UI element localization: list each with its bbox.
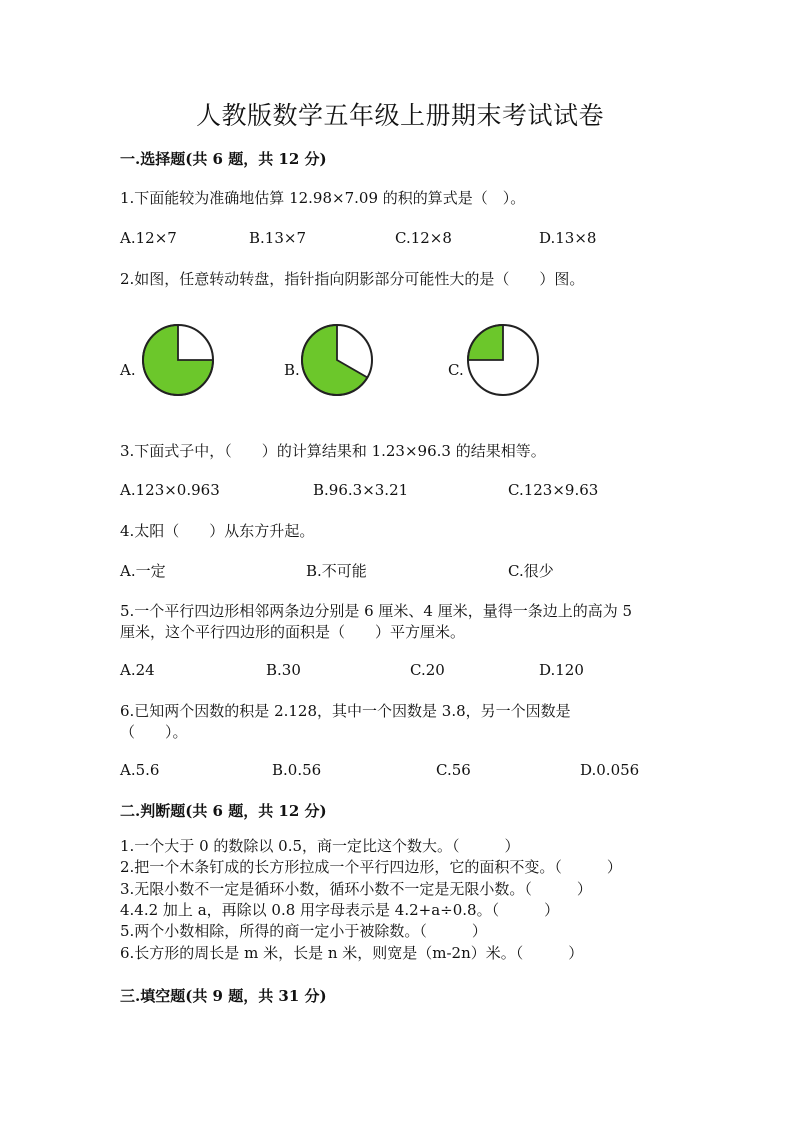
q1-option-c: C.12×8 [395, 229, 452, 247]
question-6-line-1: 6.已知两个因数的积是 2.128，其中一个因数是 3.8，另一个因数是 [120, 702, 571, 720]
q2-option-a: A. [120, 361, 136, 379]
q6-option-a: A.5.6 [120, 761, 160, 779]
q2-option-b: B. [284, 361, 300, 379]
question-4: 4.太阳（ ）从东方升起。 [120, 522, 315, 540]
q1-option-a: A.12×7 [120, 229, 177, 247]
question-1: 1.下面能较为准确地估算 12.98×7.09 的积的算式是（ ）。 [120, 189, 526, 207]
q1-option-b: B.13×7 [249, 229, 306, 247]
q4-option-a: A.一定 [120, 562, 166, 580]
q4-option-c: C.很少 [508, 562, 554, 580]
q5-option-b: B.30 [266, 661, 301, 679]
page-title: 人教版数学五年级上册期末考试试卷 [195, 101, 604, 130]
section-heading-true-false: 二.判断题(共 6 题，共 12 分) [120, 802, 327, 820]
q5-option-a: A.24 [120, 661, 155, 679]
tf-item-6: 6.长方形的周长是 m 米，长是 n 米，则宽是（m-2n）米。（ ） [120, 944, 584, 962]
question-5-line-2: 厘米，这个平行四边形的面积是（ ）平方厘米。 [120, 623, 466, 641]
q5-option-d: D.120 [539, 661, 584, 679]
q1-option-d: D.13×8 [539, 229, 597, 247]
q4-option-b: B.不可能 [306, 562, 367, 580]
spinner-c-graphic [465, 322, 541, 398]
section-heading-choice: 一.选择题(共 6 题，共 12 分) [120, 150, 327, 168]
question-3: 3.下面式子中，（ ）的计算结果和 1.23×96.3 的结果相等。 [120, 442, 546, 460]
tf-item-1: 1.一个大于 0 的数除以 0.5，商一定比这个数大。（ ） [120, 837, 520, 855]
spinner-a [140, 322, 216, 398]
tf-item-2: 2.把一个木条钉成的长方形拉成一个平行四边形，它的面积不变。（ ） [120, 858, 622, 876]
section-heading-fill-blank: 三.填空题(共 9 题，共 31 分) [120, 987, 327, 1005]
question-6-line-2: （ ）。 [120, 723, 188, 741]
tf-item-4: 4.4.2 加上 a，再除以 0.8 用字母表示是 4.2+a÷0.8。（ ） [120, 901, 560, 919]
q5-option-c: C.20 [410, 661, 445, 679]
spinner-a-graphic [140, 322, 216, 398]
spinner-c [465, 322, 541, 398]
spinner-b [299, 322, 375, 398]
question-2: 2.如图，任意转动转盘，指针指向阴影部分可能性大的是（ ）图。 [120, 270, 585, 288]
tf-item-3: 3.无限小数不一定是循环小数，循环小数不一定是无限小数。（ ） [120, 880, 592, 898]
q6-option-c: C.56 [436, 761, 471, 779]
spinner-b-graphic [299, 322, 375, 398]
q3-option-a: A.123×0.963 [120, 481, 220, 499]
tf-item-5: 5.两个小数相除，所得的商一定小于被除数。（ ） [120, 922, 487, 940]
q2-option-c: C. [448, 361, 464, 379]
question-5-line-1: 5.一个平行四边形相邻两条边分别是 6 厘米、4 厘米，量得一条边上的高为 5 [120, 602, 633, 620]
q6-option-b: B.0.56 [272, 761, 322, 779]
q6-option-d: D.0.056 [580, 761, 640, 779]
q3-option-c: C.123×9.63 [508, 481, 599, 499]
q3-option-b: B.96.3×3.21 [313, 481, 409, 499]
